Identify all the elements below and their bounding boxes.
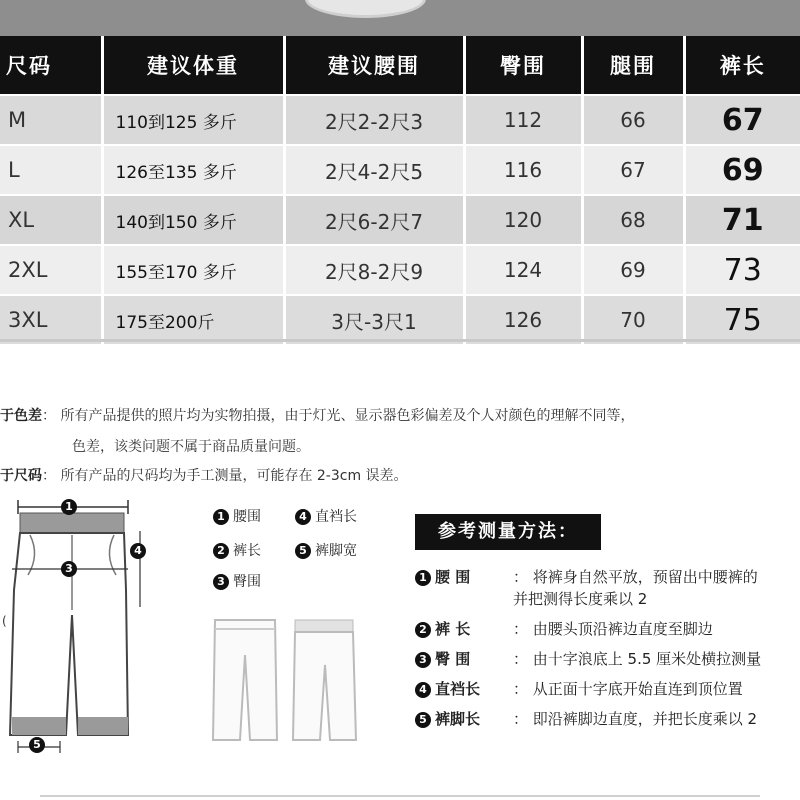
cell-waist: 2尺4-2尺5 <box>284 145 464 195</box>
cell-size: L <box>0 145 102 195</box>
table-bottom-border <box>0 339 800 342</box>
table-row <box>0 145 800 195</box>
marker-3: 3 <box>61 561 81 577</box>
color-note-text-2: 色差，该类问题不属于商品质量问题。 <box>72 439 310 455</box>
method-item: 4 直裆长 ： 从正面十字底开始直连到顶位置 <box>415 678 743 699</box>
table-row <box>0 95 800 145</box>
table-row <box>0 195 800 245</box>
cell-length: 71 <box>684 195 800 245</box>
bottom-divider <box>40 795 760 797</box>
size-chart-table <box>0 36 800 344</box>
cell-length: 75 <box>684 295 800 344</box>
cell-weight: 175至200斤 <box>102 295 284 344</box>
method-item-cont: 并把测得长度乘以 2 <box>513 590 648 608</box>
size-note-label: 于尺码 <box>0 468 42 484</box>
cell-thigh: 67 <box>582 145 684 195</box>
cell-waist: 3尺-3尺1 <box>284 295 464 344</box>
table-row <box>0 295 800 344</box>
header-size: 尺码 <box>0 36 102 95</box>
method-item: 5 裤脚长 ： 即沿裤脚边直度，并把长度乘以 2 <box>415 708 757 729</box>
cell-waist: 2尺8-2尺9 <box>284 245 464 295</box>
cell-hip: 124 <box>464 245 582 295</box>
product-photo-fragment <box>305 0 426 18</box>
color-note-text: ： 所有产品提供的照片均为实物拍摄，由于灯光、显示器色彩偏差及个人对颜色的理解不同等， <box>42 408 635 424</box>
header-hip: 臀围 <box>464 36 582 95</box>
cell-hip: 120 <box>464 195 582 245</box>
trousers-measurement-diagram <box>0 495 160 765</box>
method-item: 3 臀 围 ： 由十字浪底上 5.5 厘米处横拉测量 <box>415 648 761 669</box>
cell-weight: 155至170 多斤 <box>102 245 284 295</box>
header-weight: 建议体重 <box>102 36 284 95</box>
cell-waist: 2尺2-2尺3 <box>284 95 464 145</box>
svg-text:(: ( <box>2 614 7 628</box>
marker-4: 4 <box>130 543 150 559</box>
legend-item: 1 腰围 <box>213 506 261 526</box>
method-item: 1 腰 围 ： 将裤身自然平放，预留出中腰裤的 <box>415 566 758 587</box>
left-cuff <box>12 717 66 735</box>
legend-item: 5 裤脚宽 <box>295 540 357 560</box>
header-length: 裤长 <box>684 36 800 95</box>
legend-item: 4 直裆长 <box>295 506 357 526</box>
cell-weight: 110到125 多斤 <box>102 95 284 145</box>
color-note-label: 于色差 <box>0 408 42 424</box>
size-note-line <box>0 465 408 485</box>
cell-weight: 140到150 多斤 <box>102 195 284 245</box>
cell-thigh: 66 <box>582 95 684 145</box>
cell-hip: 126 <box>464 295 582 344</box>
cell-waist: 2尺6-2尺7 <box>284 195 464 245</box>
cell-length: 69 <box>684 145 800 195</box>
product-photo-strip <box>0 0 800 36</box>
method-title: 参考测量方法： <box>415 514 601 550</box>
cell-length: 73 <box>684 245 800 295</box>
legend-item: 3 臀围 <box>213 571 261 591</box>
waistband <box>20 513 124 533</box>
cell-thigh: 68 <box>582 195 684 245</box>
back-trousers-sketch <box>290 615 360 745</box>
marker-1: 1 <box>61 499 81 515</box>
right-cuff <box>78 717 128 735</box>
cell-thigh: 69 <box>582 245 684 295</box>
front-trousers-sketch <box>210 615 280 745</box>
header-waist: 建议腰围 <box>284 36 464 95</box>
cell-hip: 112 <box>464 95 582 145</box>
cell-weight: 126至135 多斤 <box>102 145 284 195</box>
cell-size: 2XL <box>0 245 102 295</box>
color-note-line <box>0 405 634 425</box>
cell-hip: 116 <box>464 145 582 195</box>
method-item: 2 裤 长 ： 由腰头顶沿裤边直度至脚边 <box>415 618 713 639</box>
size-chart-header-row <box>0 36 800 95</box>
header-thigh: 腿围 <box>582 36 684 95</box>
legend-item: 2 裤长 <box>213 540 261 560</box>
cell-thigh: 70 <box>582 295 684 344</box>
cell-size: 3XL <box>0 295 102 344</box>
marker-5: 5 <box>29 737 49 753</box>
cell-size: XL <box>0 195 102 245</box>
table-row <box>0 245 800 295</box>
cell-size: M <box>0 95 102 145</box>
cell-length: 67 <box>684 95 800 145</box>
size-note-text: ： 所有产品的尺码均为手工测量，可能存在 2-3cm 误差。 <box>42 468 408 484</box>
